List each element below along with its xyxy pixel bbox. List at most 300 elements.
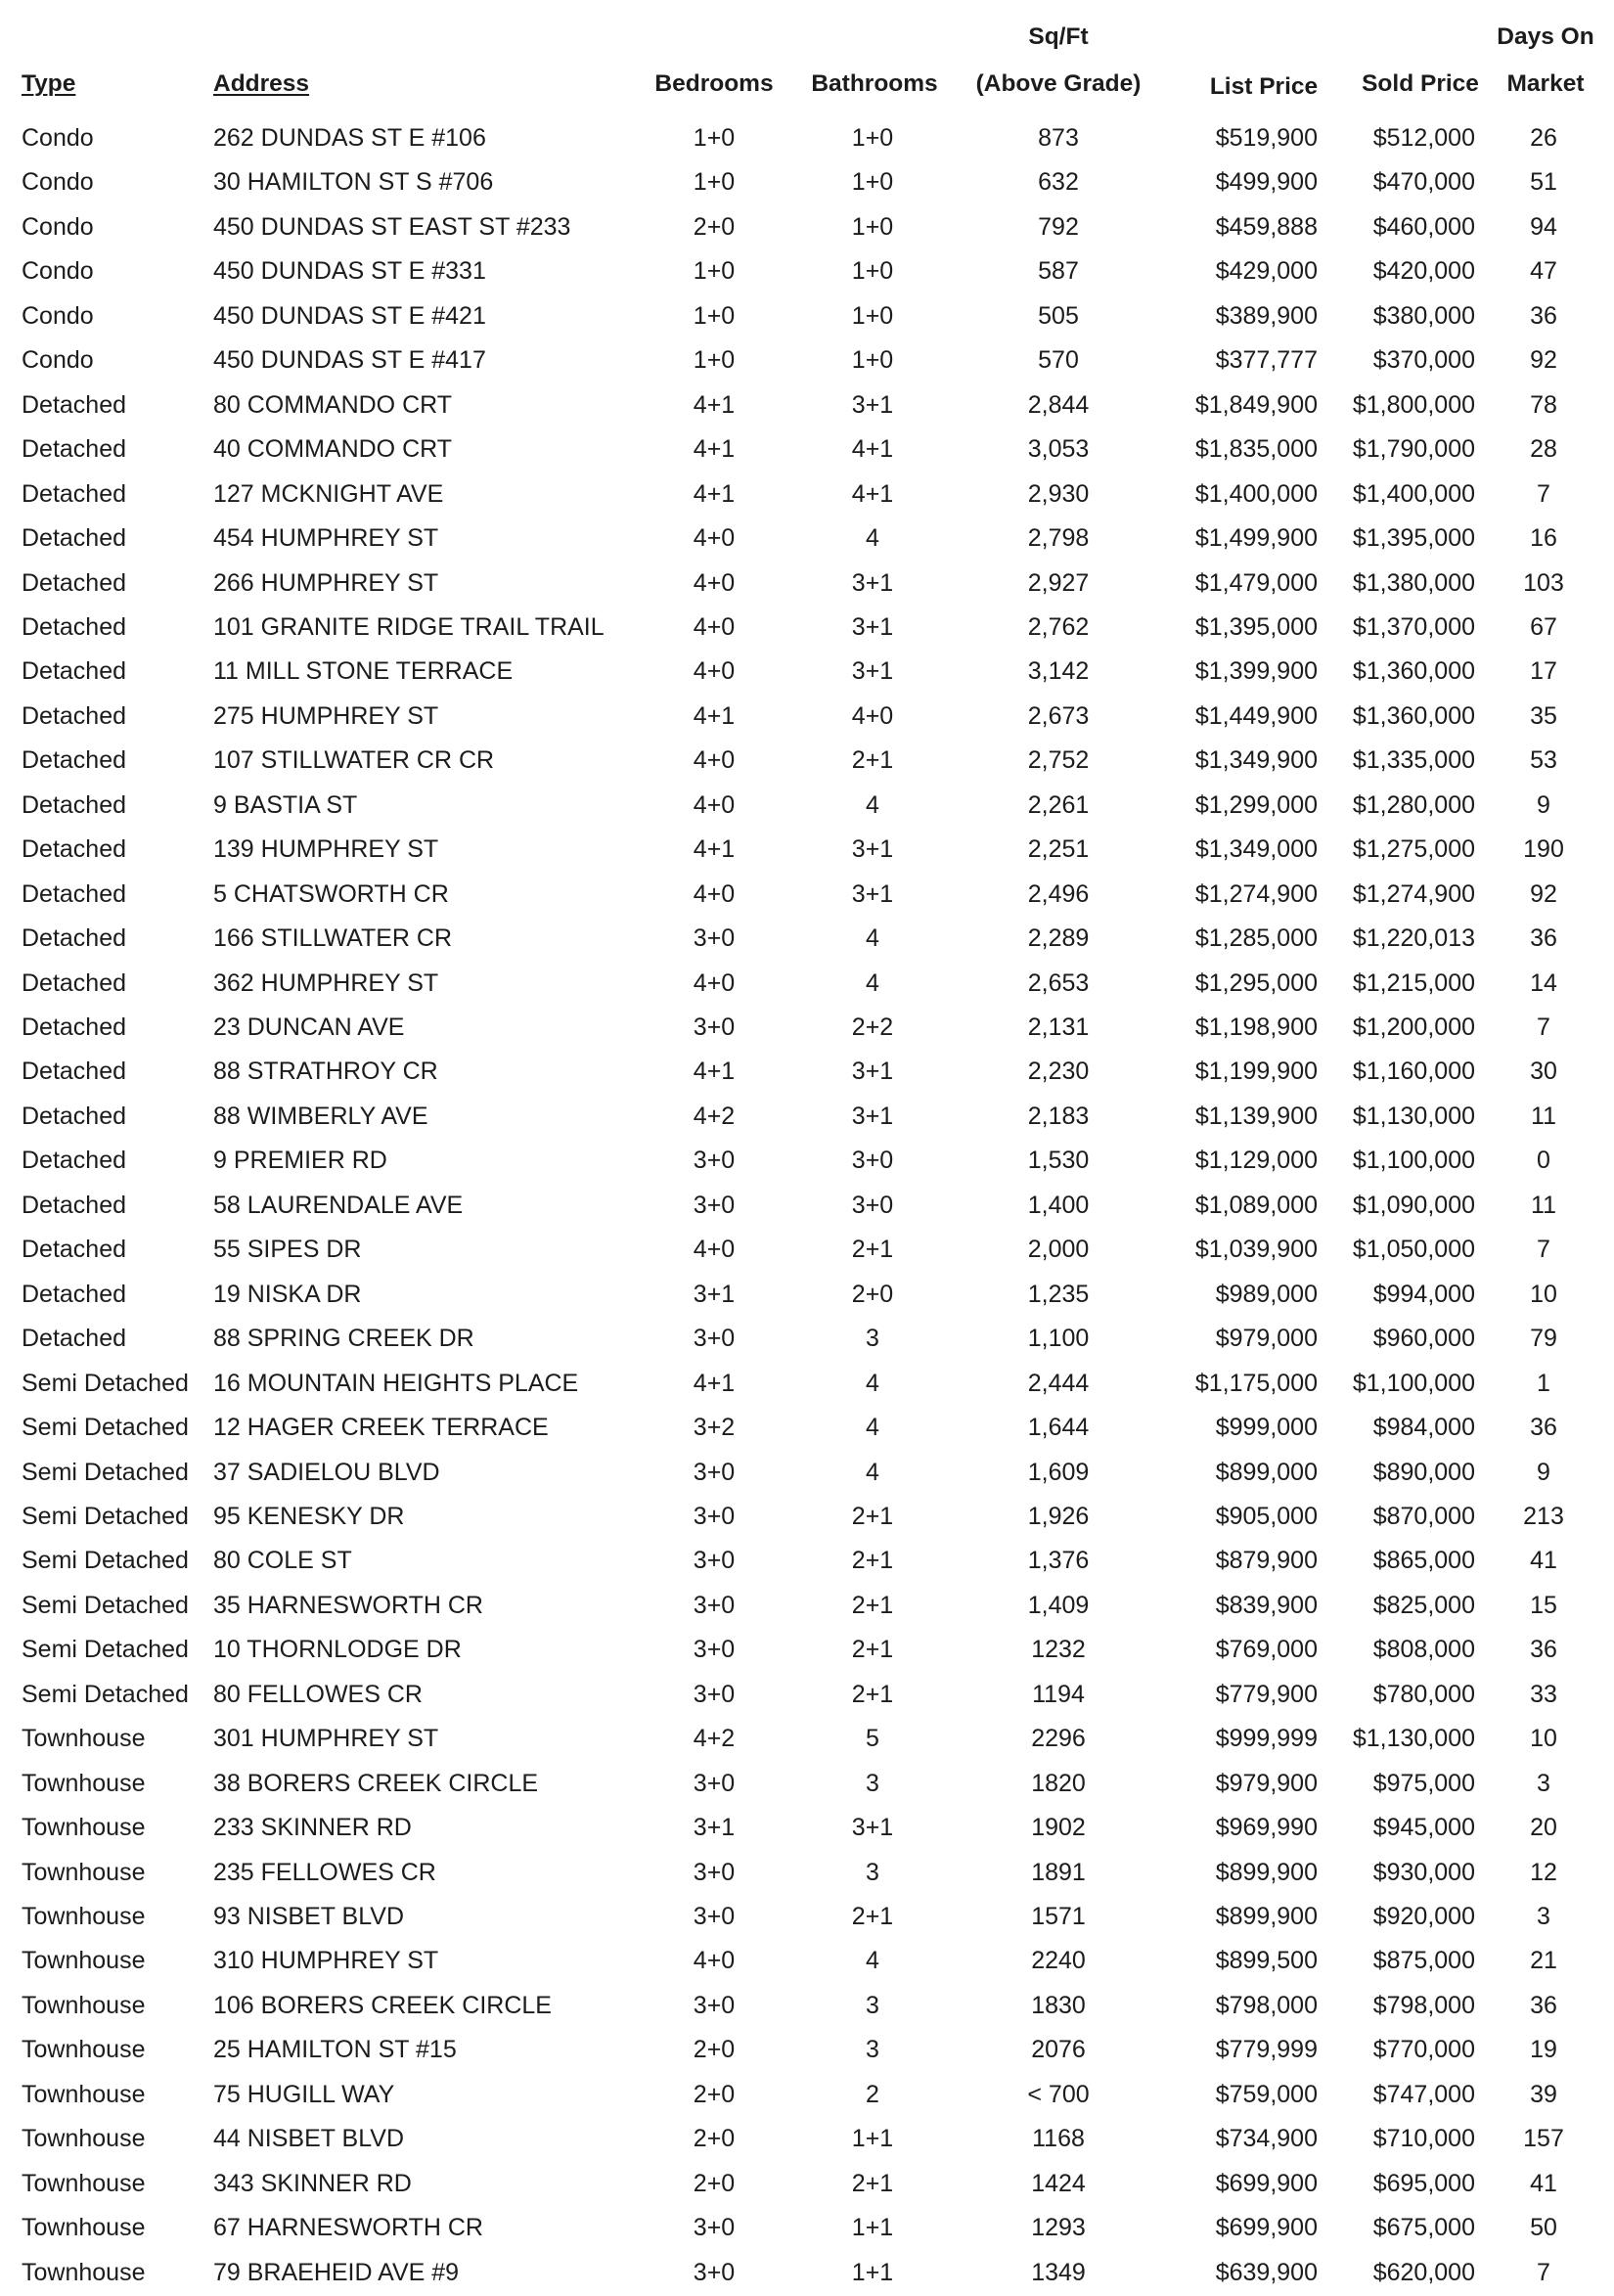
bedrooms-cell-text: 3+1 [693,1280,736,1308]
list-price-cell: $979,000 [1215,1325,1318,1353]
list-price-cell: $979,900 [1215,1769,1318,1797]
bathrooms-cell-text: 2+1 [851,1236,894,1264]
bedrooms-cell-text: 2+0 [693,2169,736,2197]
days-on-market-cell-text: 78 [1530,390,1557,419]
table-row [0,1050,1614,1094]
bathrooms-cell-text: 4 [866,1414,879,1442]
table-row [0,917,1614,961]
sold-price-cell: $1,090,000 [1352,1191,1475,1219]
bedrooms-cell-text: 4+0 [693,968,736,997]
address-cell: 93 NISBET BLVD [213,1903,404,1930]
bathrooms-cell-text: 3 [866,2036,879,2064]
table-row [0,205,1614,249]
days-on-market-cell-text: 26 [1530,124,1557,152]
type-cell: Detached [22,924,127,953]
list-price-cell: $899,000 [1215,1458,1318,1486]
bedrooms-cell-text: 2+0 [693,2036,736,2064]
sold-price-cell: $875,000 [1372,1947,1475,1975]
list-price-cell: $1,295,000 [1194,968,1318,997]
table-row [0,1273,1614,1317]
bedrooms-cell-text: 3+0 [693,1858,736,1886]
table-row [0,1495,1614,1539]
table-row [0,1406,1614,1450]
address-cell: 10 THORNLODGE DR [213,1636,462,1664]
bedrooms-cell-text: 4+2 [693,1725,736,1753]
type-cell: Semi Detached [22,1458,189,1486]
sold-price-cell: $1,130,000 [1352,1725,1475,1753]
address-cell: 80 COLE ST [213,1547,352,1575]
bedrooms-cell-text: 4+0 [693,1947,736,1975]
sold-price-cell: $512,000 [1372,124,1475,152]
address-cell: 88 STRATHROY CR [213,1058,438,1086]
table-row [0,1717,1614,1761]
bathrooms-cell-text: 5 [866,1725,879,1753]
sold-price-cell: $1,400,000 [1352,479,1475,508]
days-on-market-cell-text: 7 [1537,1236,1550,1264]
sold-price-cell: $1,360,000 [1352,701,1475,730]
type-cell: Detached [22,612,127,641]
list-price-cell: $1,199,900 [1194,1058,1318,1086]
days-on-market-cell-text: 21 [1530,1947,1557,1975]
bathrooms-cell-text: 4+0 [851,701,894,730]
sold-price-cell: $890,000 [1372,1458,1475,1486]
bedrooms-cell-text: 3+0 [693,1769,736,1797]
table-row [0,160,1614,204]
address-cell: 301 HUMPHREY ST [213,1725,439,1753]
sqft-cell-text: 2240 [1031,1947,1086,1975]
bedrooms-cell-text: 1+0 [693,168,736,197]
bathrooms-cell-text: 2+1 [851,746,894,775]
type-cell: Detached [22,879,127,908]
table-row [0,1539,1614,1583]
address-cell: 9 BASTIA ST [213,790,358,819]
bathrooms-cell-text: 1+1 [851,2125,894,2153]
type-cell: Townhouse [22,2125,146,2153]
type-cell: Condo [22,257,94,286]
days-on-market-cell-text: 20 [1530,1814,1557,1842]
sqft-cell-text: 2,798 [1027,524,1090,553]
header-bedrooms-label: Bedrooms [654,70,774,97]
list-price-cell: $1,849,900 [1194,390,1318,419]
bedrooms-cell-text: 4+1 [693,390,736,419]
address-cell: 55 SIPES DR [213,1236,362,1264]
bathrooms-cell-text: 3+1 [851,612,894,641]
sqft-cell-text: 1293 [1031,2214,1086,2242]
days-on-market-cell-text: 92 [1530,879,1557,908]
bedrooms-cell-text: 3+0 [693,924,736,953]
address-cell: 450 DUNDAS ST E #421 [213,301,486,330]
address-cell: 101 GRANITE RIDGE TRAIL TRAIL [213,612,605,641]
bathrooms-cell-text: 3 [866,1858,879,1886]
address-cell: 233 SKINNER RD [213,1814,412,1842]
sold-price-cell: $920,000 [1372,1903,1475,1930]
type-cell: Detached [22,1325,127,1353]
table-row [0,650,1614,694]
sqft-cell-text: 1571 [1031,1903,1086,1930]
days-on-market-cell-text: 94 [1530,212,1557,241]
header-bathrooms-label: Bathrooms [811,70,938,97]
sold-price-cell: $780,000 [1372,1680,1475,1708]
list-price-cell: $969,990 [1215,1814,1318,1842]
type-cell: Townhouse [22,2258,146,2286]
address-cell: 5 CHATSWORTH CR [213,879,449,908]
address-cell: 262 DUNDAS ST E #106 [213,124,486,152]
type-cell: Detached [22,1058,127,1086]
list-price-cell: $699,900 [1215,2214,1318,2242]
days-on-market-cell-text: 11 [1531,1102,1556,1130]
table-row [0,249,1614,293]
days-on-market-cell-text: 92 [1530,346,1557,375]
bedrooms-cell-text: 4+2 [693,1102,736,1130]
table-row [0,1584,1614,1628]
days-on-market-cell-text: 36 [1530,1636,1557,1664]
type-cell: Detached [22,701,127,730]
list-price-cell: $1,274,900 [1194,879,1318,908]
type-cell: Townhouse [22,1858,146,1886]
bathrooms-cell-text: 3+1 [851,390,894,419]
sqft-cell-text: 873 [1038,124,1079,152]
address-cell: 88 WIMBERLY AVE [213,1102,428,1130]
type-cell: Detached [22,1013,127,1041]
address-cell: 40 COMMANDO CRT [213,435,453,464]
sqft-cell-text: 2,752 [1027,746,1090,775]
sold-price-cell: $1,370,000 [1352,612,1475,641]
sold-price-cell: $380,000 [1372,301,1475,330]
days-on-market-cell-text: 36 [1530,1414,1557,1442]
list-price-cell: $779,999 [1215,2036,1318,2064]
type-cell: Condo [22,212,94,241]
table-row [0,294,1614,338]
type-cell: Condo [22,168,94,197]
bathrooms-cell-text: 2+2 [851,1013,894,1041]
table-row [0,695,1614,739]
bathrooms-cell-text: 2+1 [851,1591,894,1619]
address-cell: 16 MOUNTAIN HEIGHTS PLACE [213,1369,579,1397]
days-on-market-cell-text: 103 [1523,568,1564,597]
bathrooms-cell-text: 1+1 [851,2258,894,2286]
type-cell: Townhouse [22,2169,146,2197]
list-price-cell: $377,777 [1215,346,1318,375]
bathrooms-cell-text: 2+1 [851,1680,894,1708]
days-on-market-cell-text: 9 [1537,790,1550,819]
address-cell: 275 HUMPHREY ST [213,701,439,730]
header-days-line2-label: Market [1506,70,1585,97]
bedrooms-cell-text: 4+0 [693,568,736,597]
sold-price-cell: $620,000 [1372,2258,1475,2286]
address-cell: 310 HUMPHREY ST [213,1947,439,1975]
address-cell: 450 DUNDAS ST E #417 [213,346,486,375]
address-cell: 107 STILLWATER CR CR [213,746,495,775]
bathrooms-cell-text: 2+1 [851,1547,894,1575]
sold-price-cell: $1,335,000 [1352,746,1475,775]
sqft-cell-text: 2,673 [1027,701,1090,730]
sold-price-cell: $825,000 [1372,1591,1475,1619]
table-row [0,739,1614,783]
list-price-cell: $1,129,000 [1194,1147,1318,1175]
bathrooms-cell-text: 2+1 [851,1903,894,1930]
bedrooms-cell-text: 1+0 [693,124,736,152]
sqft-cell-text: 570 [1038,346,1079,375]
sold-price-cell: $808,000 [1372,1636,1475,1664]
table-row [0,1762,1614,1806]
sold-price-cell: $675,000 [1372,2214,1475,2242]
sold-price-cell: $945,000 [1372,1814,1475,1842]
list-price-cell: $429,000 [1215,257,1318,286]
days-on-market-cell-text: 36 [1530,301,1557,330]
type-cell: Semi Detached [22,1502,189,1530]
sold-price-cell: $470,000 [1372,168,1475,197]
sold-price-cell: $370,000 [1372,346,1475,375]
days-on-market-cell-text: 3 [1537,1769,1550,1797]
sold-price-cell: $1,800,000 [1352,390,1475,419]
bedrooms-cell-text: 3+0 [693,1502,736,1530]
table-row [0,606,1614,650]
days-on-market-cell-text: 1 [1537,1369,1550,1397]
address-cell: 23 DUNCAN AVE [213,1013,405,1041]
sold-price-cell: $1,050,000 [1352,1236,1475,1264]
sqft-cell-text: 1,235 [1027,1280,1090,1308]
address-cell: 79 BRAEHEID AVE #9 [213,2258,460,2286]
table-row [0,2162,1614,2206]
type-cell: Detached [22,835,127,864]
list-price-cell: $459,888 [1215,212,1318,241]
sqft-cell-text: 2,927 [1027,568,1090,597]
bathrooms-cell-text: 4+1 [851,479,894,508]
sqft-cell-text: 1,376 [1027,1547,1090,1575]
sold-price-cell: $710,000 [1372,2125,1475,2153]
sold-price-cell: $1,790,000 [1352,435,1475,464]
sqft-cell-text: 2,496 [1027,879,1090,908]
type-cell: Semi Detached [22,1369,189,1397]
table-row [0,116,1614,160]
sold-price-cell: $798,000 [1372,1991,1475,2019]
table-row [0,2028,1614,2072]
list-price-cell: $999,999 [1215,1725,1318,1753]
days-on-market-cell-text: 213 [1523,1502,1564,1530]
list-price-cell: $798,000 [1215,1991,1318,2019]
days-on-market-cell-text: 30 [1530,1058,1557,1086]
bathrooms-cell-text: 2+1 [851,2169,894,2197]
bedrooms-cell-text: 3+0 [693,2258,736,2286]
bedrooms-cell-text: 2+0 [693,2080,736,2108]
days-on-market-cell-text: 7 [1537,2258,1550,2286]
sold-price-cell: $975,000 [1372,1769,1475,1797]
bedrooms-cell-text: 3+0 [693,1591,736,1619]
bathrooms-cell-text: 4 [866,1947,879,1975]
sold-price-cell: $984,000 [1372,1414,1475,1442]
address-cell: 95 KENESKY DR [213,1502,405,1530]
list-price-cell: $905,000 [1215,1502,1318,1530]
address-cell: 362 HUMPHREY ST [213,968,439,997]
sqft-cell-text: 1,100 [1027,1325,1090,1353]
header-list-price-label: List Price [1209,73,1319,100]
list-price-cell: $1,395,000 [1194,612,1318,641]
sold-price-cell: $1,220,013 [1352,924,1475,953]
list-price-cell: $1,349,900 [1194,746,1318,775]
type-cell: Townhouse [22,1814,146,1842]
list-price-cell: $1,039,900 [1194,1236,1318,1264]
table-row [0,1895,1614,1939]
sold-price-cell: $1,100,000 [1352,1147,1475,1175]
bedrooms-cell-text: 4+0 [693,612,736,641]
list-price-cell: $1,198,900 [1194,1013,1318,1041]
days-on-market-cell-text: 67 [1530,612,1557,641]
type-cell: Townhouse [22,2080,146,2108]
sqft-cell-text: 2,251 [1027,835,1090,864]
bathrooms-cell-text: 3+1 [851,835,894,864]
address-cell: 44 NISBET BLVD [213,2125,404,2153]
address-cell: 75 HUGILL WAY [213,2080,395,2108]
sold-price-cell: $1,130,000 [1352,1102,1475,1130]
list-price-cell: $989,000 [1215,1280,1318,1308]
address-cell: 38 BORERS CREEK CIRCLE [213,1769,539,1797]
sold-price-cell: $747,000 [1372,2080,1475,2108]
bedrooms-cell-text: 4+0 [693,1236,736,1264]
address-cell: 80 FELLOWES CR [213,1680,423,1708]
days-on-market-cell-text: 79 [1530,1325,1557,1353]
table-row [0,873,1614,917]
sqft-cell-text: 2,653 [1027,968,1090,997]
days-on-market-cell-text: 33 [1530,1680,1557,1708]
days-on-market-cell-text: 36 [1530,924,1557,953]
bedrooms-cell-text: 3+0 [693,1547,736,1575]
days-on-market-cell-text: 53 [1530,746,1557,775]
bedrooms-cell-text: 3+0 [693,1147,736,1175]
sqft-cell-text: 1820 [1031,1769,1086,1797]
sold-price-cell: $695,000 [1372,2169,1475,2197]
bathrooms-cell-text: 4+1 [851,435,894,464]
type-cell: Condo [22,301,94,330]
list-price-cell: $769,000 [1215,1636,1318,1664]
address-cell: 19 NISKA DR [213,1280,362,1308]
address-cell: 67 HARNESWORTH CR [213,2214,483,2242]
bathrooms-cell-text: 3+1 [851,657,894,686]
sqft-cell-text: 2,230 [1027,1058,1090,1086]
bathrooms-cell-text: 3+1 [851,879,894,908]
list-price-cell: $1,399,900 [1194,657,1318,686]
type-cell: Semi Detached [22,1414,189,1442]
sqft-cell-text: < 700 [1027,2080,1090,2108]
type-cell: Townhouse [22,1991,146,2019]
bathrooms-cell-text: 1+1 [851,2214,894,2242]
bathrooms-cell-text: 4 [866,1369,879,1397]
sqft-cell-text: 2,762 [1027,612,1090,641]
table-row [0,1139,1614,1183]
address-cell: 454 HUMPHREY ST [213,524,439,553]
table-row [0,1851,1614,1895]
bathrooms-cell-text: 4 [866,1458,879,1486]
bathrooms-cell-text: 1+0 [851,346,894,375]
type-cell: Detached [22,435,127,464]
days-on-market-cell-text: 11 [1531,1191,1556,1219]
bathrooms-cell-text: 1+0 [851,257,894,286]
list-price-cell: $734,900 [1215,2125,1318,2153]
list-price-cell: $499,900 [1215,168,1318,197]
list-price-cell: $1,449,900 [1194,701,1318,730]
sold-price-cell: $994,000 [1372,1280,1475,1308]
days-on-market-cell-text: 35 [1530,701,1557,730]
address-cell: 80 COMMANDO CRT [213,390,453,419]
sqft-cell-text: 1902 [1031,1814,1086,1842]
bedrooms-cell-text: 3+0 [693,1903,736,1930]
days-on-market-cell-text: 28 [1530,435,1557,464]
days-on-market-cell-text: 3 [1537,1903,1550,1930]
bathrooms-cell-text: 2+1 [851,1502,894,1530]
sqft-cell-text: 1349 [1031,2258,1086,2286]
sqft-cell-text: 792 [1038,212,1079,241]
type-cell: Detached [22,479,127,508]
sold-price-cell: $1,274,900 [1352,879,1475,908]
header-sqft-line2 [975,69,1224,99]
bathrooms-cell-text: 1+0 [851,168,894,197]
address-cell: 35 HARNESWORTH CR [213,1591,483,1619]
bathrooms-cell-text: 3+1 [851,1814,894,1842]
type-cell: Semi Detached [22,1636,189,1664]
header-sqft-line2-label: (Above Grade) [975,70,1142,97]
sold-price-cell: $420,000 [1372,257,1475,286]
days-on-market-cell-text: 15 [1530,1591,1557,1619]
header-sold-price-label: Sold Price [1362,70,1479,97]
type-cell: Detached [22,1191,127,1219]
table-row [0,2206,1614,2250]
days-on-market-cell-text: 0 [1537,1147,1550,1175]
bathrooms-cell-text: 4 [866,968,879,997]
table-row [0,338,1614,383]
bedrooms-cell-text: 3+0 [693,1636,736,1664]
sold-price-cell: $1,100,000 [1352,1369,1475,1397]
table-row [0,1184,1614,1228]
type-cell: Semi Detached [22,1591,189,1619]
address-cell: 127 MCKNIGHT AVE [213,479,444,508]
sold-price-cell: $1,160,000 [1352,1058,1475,1086]
list-price-cell: $879,900 [1215,1547,1318,1575]
sold-price-cell: $770,000 [1372,2036,1475,2064]
type-cell: Townhouse [22,1903,146,1930]
sold-price-cell: $460,000 [1372,212,1475,241]
bedrooms-cell-text: 3+0 [693,1191,736,1219]
sqft-cell-text: 2,261 [1027,790,1090,819]
table-row [0,473,1614,517]
type-cell: Detached [22,1147,127,1175]
bathrooms-cell-text: 2 [866,2080,879,2108]
list-price-cell: $1,400,000 [1194,479,1318,508]
type-cell: Detached [22,790,127,819]
address-cell: 343 SKINNER RD [213,2169,412,2197]
bathrooms-cell-text: 2+0 [851,1280,894,1308]
days-on-market-cell-text: 16 [1530,524,1557,553]
table-row [0,1006,1614,1050]
list-price-cell: $899,900 [1215,1903,1318,1930]
days-on-market-cell-text: 51 [1530,168,1557,197]
header-days-line1 [1497,23,1614,52]
table-row [0,562,1614,606]
address-cell: 37 SADIELOU BLVD [213,1458,440,1486]
header-list-price [1209,72,1371,102]
days-on-market-cell-text: 41 [1530,1547,1557,1575]
sold-price-cell: $870,000 [1372,1502,1475,1530]
days-on-market-cell-text: 36 [1530,1991,1557,2019]
address-cell: 11 MILL STONE TERRACE [213,657,514,686]
address-cell: 58 LAURENDALE AVE [213,1191,464,1219]
bedrooms-cell-text: 3+2 [693,1414,736,1442]
address-cell: 106 BORERS CREEK CIRCLE [213,1991,552,2019]
days-on-market-cell-text: 19 [1530,2036,1557,2064]
list-price-cell: $519,900 [1215,124,1318,152]
list-price-cell: $1,499,900 [1194,524,1318,553]
type-cell: Townhouse [22,1725,146,1753]
bedrooms-cell-text: 3+0 [693,2214,736,2242]
bedrooms-cell-text: 4+1 [693,835,736,864]
